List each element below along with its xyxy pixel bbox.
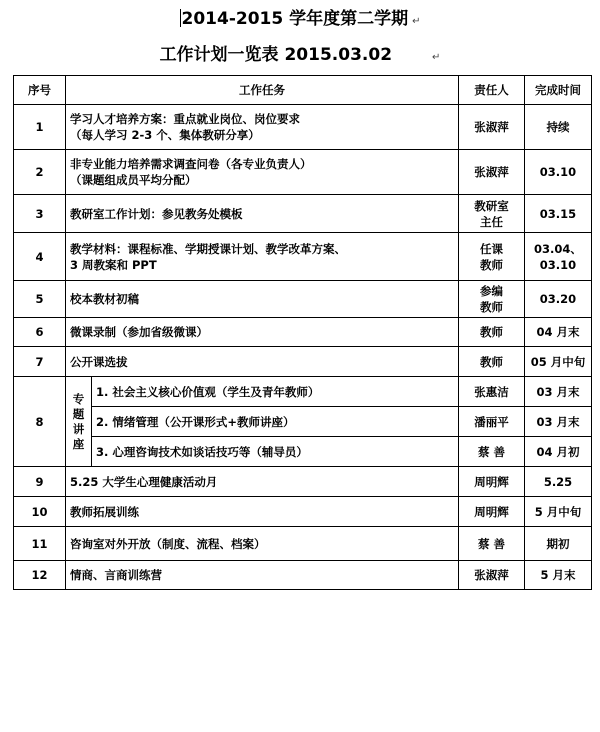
paragraph-mark-icon: ↵ [412,16,421,27]
task-line: 教学材料：课程标准、学期授课计划、教学改革方案、 [70,241,346,256]
task-line: 咨询室对外开放（制度、流程、档案） [70,536,266,551]
text-cursor [180,9,181,27]
header-cell-owner: 责任人 [459,76,525,105]
row-number: 3 [14,195,66,233]
table-row [14,318,592,347]
owner-cell: 周明辉 [459,497,525,527]
group-label-char: 题 [72,406,85,421]
paragraph-mark-icon: ↵ [432,52,441,63]
due-line: 03.04、 [534,241,582,256]
owner-line: 教师 [480,257,503,272]
task-line: 学习人才培养方案：重点就业岗位、岗位要求 [70,112,300,126]
owner-cell: 蔡 善 [459,437,525,467]
task-cell [66,233,459,281]
row-number: 4 [14,233,66,281]
due-cell: 03.10 [525,150,592,195]
document-title: 2014-2015 学年度第二学期 ↵ [181,9,421,29]
row-number: 7 [14,347,66,377]
due-cell: 03.20 [525,281,592,318]
row-number: 9 [14,467,66,497]
document-subtitle: 工作计划一览表 2015.03.02 ↵ [159,45,441,65]
task-cell [66,105,459,150]
table-row [14,281,592,318]
header-cell-task: 工作任务 [66,76,459,105]
due-cell: 03.15 [525,195,592,233]
task-line: 3 周教案和 PPT [70,257,157,272]
due-cell: 04 月末 [525,318,592,347]
task-line: （课题组成员平均分配） [70,173,197,187]
task-line: 非专业能力培养需求调查问卷（各专业负责人） [70,157,312,171]
owner-cell: 教师 [459,318,525,347]
group-label-char: 讲 [72,421,85,436]
owner-cell: 潘丽平 [459,407,525,437]
task-line: 教师拓展训练 [70,504,139,519]
due-line: 03.10 [539,257,577,272]
due-cell: 5 月中旬 [525,497,592,527]
owner-cell: 张惠洁 [459,377,525,407]
row-number: 10 [14,497,66,527]
owner-line: 教师 [480,300,503,314]
task-line: 5.25 大学生心理健康活动月 [70,474,218,489]
owner-line: 主任 [480,214,503,229]
row-number: 1 [14,105,66,150]
due-cell: 03 月末 [525,377,592,407]
due-cell: 03 月末 [525,407,592,437]
due-cell: 5 月末 [525,561,592,590]
owner-line: 参编 [480,284,503,298]
table-row [14,527,592,561]
table-row [14,195,592,233]
task-line: （每人学习 2-3 个、集体教研分享） [70,128,260,142]
task-cell: 1. 社会主义核心价值观（学生及青年教师） [92,377,459,407]
owner-cell: 周明辉 [459,467,525,497]
task-line: 微课录制（参加省级微课） [70,325,208,339]
due-cell: 04 月初 [525,437,592,467]
row-number: 5 [14,281,66,318]
task-cell [66,281,459,318]
task-cell: 2. 情绪管理（公开课形式+教师讲座） [92,407,459,437]
table-row [14,497,592,527]
header-cell-no: 序号 [14,76,66,105]
owner-cell [459,281,525,318]
task-line: 教研室工作计划：参见教务处模板 [70,206,243,221]
due-cell: 持续 [525,105,592,150]
row-number: 2 [14,150,66,195]
owner-cell: 张淑萍 [459,561,525,590]
task-cell [66,467,459,497]
row-number: 12 [14,561,66,590]
table-row [14,105,592,150]
task-cell [66,497,459,527]
group-label-char: 专 [72,391,85,406]
table-row [14,347,592,377]
owner-cell: 教师 [459,347,525,377]
table-row [14,233,592,281]
owner-line: 教研室 [474,198,509,213]
table-header-row [14,76,592,105]
task-cell [66,561,459,590]
due-cell: 期初 [525,527,592,561]
row-number: 6 [14,318,66,347]
task-cell [66,347,459,377]
table-row [14,377,592,407]
owner-cell [459,233,525,281]
owner-line: 任课 [480,241,503,256]
task-line: 校本教材初稿 [70,292,139,306]
owner-cell: 张淑萍 [459,150,525,195]
table-row [14,437,592,467]
table-row [14,561,592,590]
row-number: 8 [14,377,66,467]
task-cell [66,150,459,195]
due-cell: 05 月中旬 [525,347,592,377]
owner-cell: 蔡 善 [459,527,525,561]
row-number: 11 [14,527,66,561]
owner-cell [459,195,525,233]
work-plan-table [13,75,592,590]
task-cell [66,318,459,347]
group-label-char: 座 [72,436,85,451]
table-row [14,467,592,497]
group-label-cell [66,377,92,467]
table-row [14,150,592,195]
task-cell [66,527,459,561]
table-row [14,407,592,437]
task-line: 公开课选拔 [70,354,128,369]
task-line: 情商、言商训练营 [70,568,162,582]
task-cell: 3. 心理咨询技术如谈话技巧等（辅导员） [92,437,459,467]
due-cell [525,233,592,281]
due-cell: 5.25 [525,467,592,497]
owner-cell: 张淑萍 [459,105,525,150]
header-cell-due: 完成时间 [525,76,592,105]
task-cell [66,195,459,233]
